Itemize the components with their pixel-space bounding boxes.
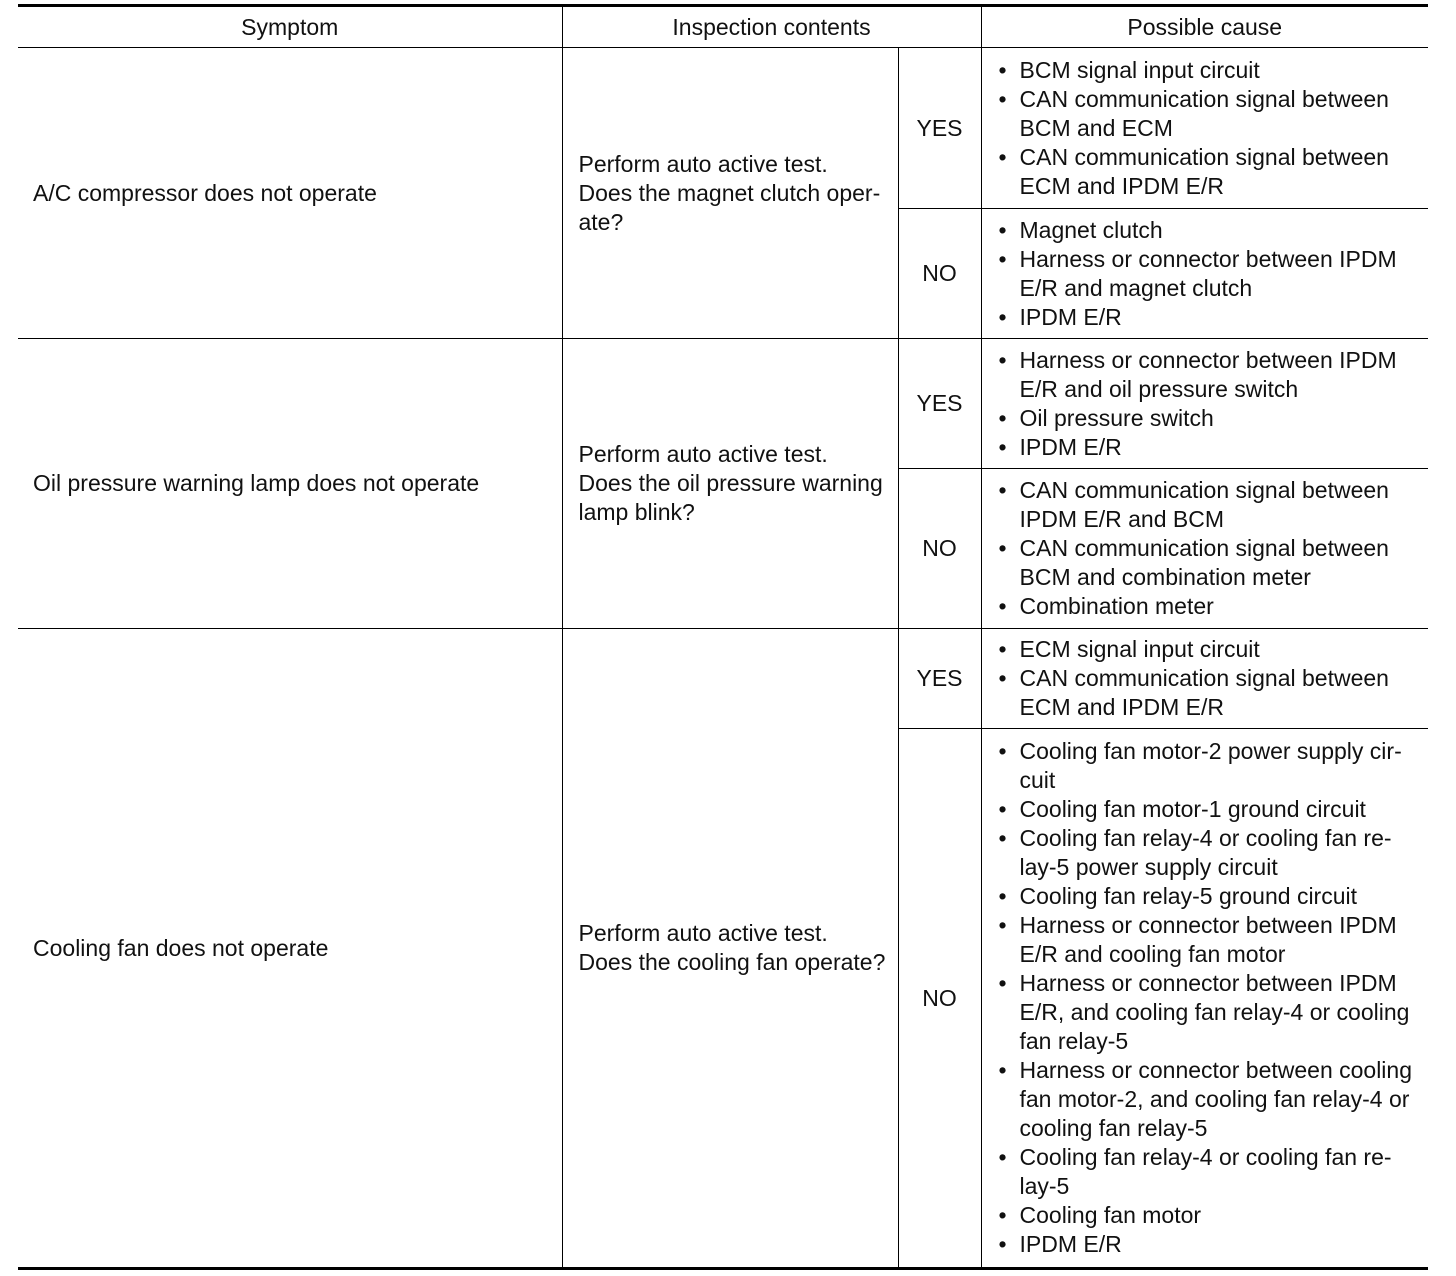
- cause-item: • Oil pressure switch: [1020, 404, 1419, 433]
- cause-cell: [981, 729, 1428, 1269]
- cause-cell: [981, 339, 1428, 469]
- cause-list: [1020, 346, 1419, 462]
- inspection-cell: [562, 339, 898, 629]
- inspection-line: Does the oil pressure warning lamp blink?: [578, 470, 883, 525]
- cause-item: • Harness or connector between IPDM E/R and cooling fan motor: [1020, 911, 1419, 969]
- cause-cell: [981, 469, 1428, 629]
- cause-item: • CAN communication signal between BCM and combination meter: [1020, 534, 1419, 592]
- inspection-line: Does the cooling fan operate?: [578, 949, 886, 975]
- cause-item: • CAN communication signal between IPDM E/R and BCM: [1020, 476, 1419, 534]
- answer-yes: YES: [898, 339, 981, 469]
- cause-item: • Harness or connector between IPDM E/R and oil pressure switch: [1020, 346, 1419, 404]
- cause-item: • IPDM E/R: [1020, 433, 1419, 462]
- cause-list: [1020, 216, 1419, 332]
- header-possible-cause: Possible cause: [981, 6, 1428, 48]
- cause-item: • Harness or connector between cooling fan motor-2, and cooling fan relay-4 or cooling fan relay-5: [1020, 1056, 1419, 1143]
- symptom-cell: A/C compressor does not operate: [18, 48, 562, 339]
- cause-item: • ECM signal input circuit: [1020, 635, 1419, 664]
- cause-item: • IPDM E/R: [1020, 303, 1419, 332]
- cause-item: • CAN communication signal between BCM and ECM: [1020, 85, 1419, 143]
- cause-list: [1020, 476, 1419, 621]
- symptom-cell: Oil pressure warning lamp does not operate: [18, 339, 562, 629]
- cause-item: • Cooling fan motor: [1020, 1201, 1419, 1230]
- table-row: [18, 48, 1428, 209]
- inspection-line: Perform auto active test.: [578, 150, 828, 177]
- symptom-cell: Cooling fan does not operate: [18, 629, 562, 1269]
- inspection-line: Does the magnet clutch operate?: [578, 179, 881, 235]
- cause-item: • CAN communication signal between ECM and IPDM E/R: [1020, 664, 1419, 722]
- cause-list: [1020, 737, 1419, 1259]
- answer-yes: YES: [898, 629, 981, 729]
- table-row: [18, 339, 1428, 469]
- cause-item: • BCM signal input circuit: [1020, 56, 1419, 85]
- inspection-cell: [562, 629, 898, 1269]
- cause-cell: [981, 48, 1428, 209]
- cause-cell: [981, 629, 1428, 729]
- header-inspection-contents: Inspection contents: [562, 6, 981, 48]
- cause-item: • Cooling fan motor-1 ground circuit: [1020, 795, 1419, 824]
- answer-no: NO: [898, 209, 981, 339]
- cause-item: • Cooling fan relay-4 or cooling fan relay-5 power supply circuit: [1020, 824, 1419, 882]
- cause-cell: [981, 209, 1428, 339]
- cause-item: • CAN communication signal between ECM and IPDM E/R: [1020, 143, 1419, 201]
- cause-item: • Cooling fan relay-4 or cooling fan relay-5: [1020, 1143, 1419, 1201]
- cause-item: • Cooling fan relay-5 ground circuit: [1020, 882, 1419, 911]
- inspection-table: [18, 4, 1428, 1270]
- cause-item: • Harness or connector between IPDM E/R and magnet clutch: [1020, 245, 1419, 303]
- answer-no: NO: [898, 729, 981, 1269]
- answer-no: NO: [898, 469, 981, 629]
- inspection-line: Perform auto active test.: [578, 441, 828, 467]
- inspection-cell: [562, 48, 898, 339]
- cause-list: [1020, 56, 1419, 201]
- header-row: [18, 6, 1428, 48]
- header-symptom: Symptom: [18, 6, 562, 48]
- cause-item: • IPDM E/R: [1020, 1230, 1419, 1259]
- cause-item: • Combination meter: [1020, 592, 1419, 621]
- cause-item: • Magnet clutch: [1020, 216, 1419, 245]
- answer-yes: YES: [898, 48, 981, 209]
- cause-item: • Harness or connector between IPDM E/R, and cooling fan relay-4 or cooling fan relay-5: [1020, 969, 1419, 1056]
- cause-list: [1020, 635, 1419, 722]
- inspection-line: Perform auto active test.: [578, 920, 828, 946]
- cause-item: • Cooling fan motor-2 power supply circuit: [1020, 737, 1419, 795]
- table-row: [18, 629, 1428, 729]
